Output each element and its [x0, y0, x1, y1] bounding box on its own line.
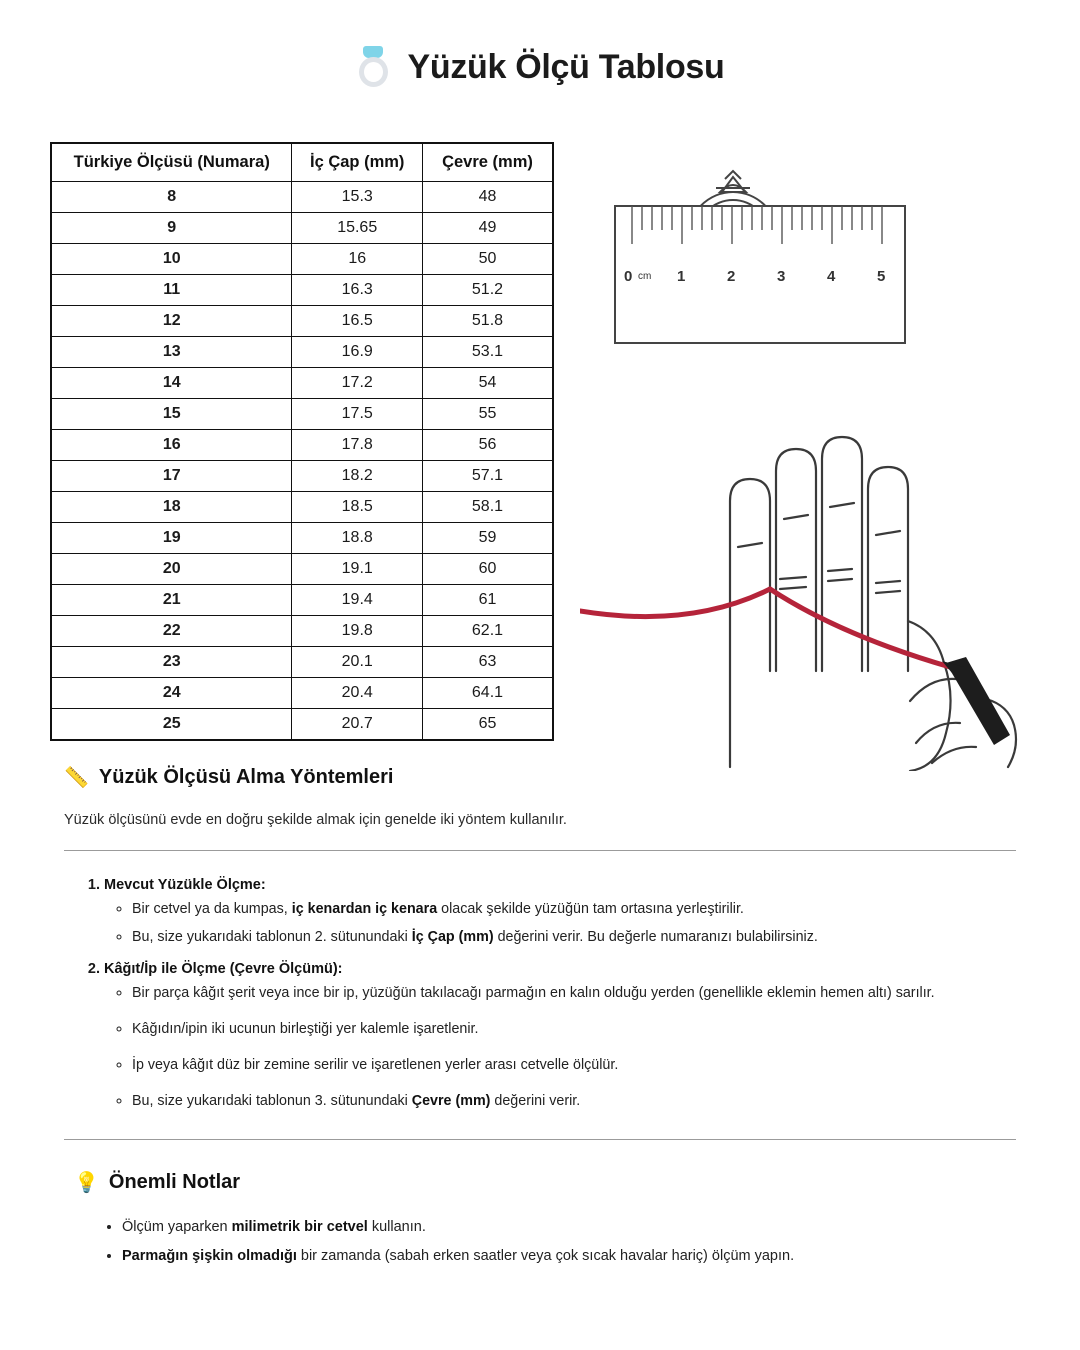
point-text-bold: İç Çap (mm) [411, 928, 494, 945]
table-row [51, 306, 553, 337]
ruler-tick-5: 5 [877, 268, 886, 285]
cell-circumference: 60 [422, 554, 553, 585]
cell-circumference: 51.2 [422, 275, 553, 306]
hand-with-string-illustration [580, 371, 1030, 771]
cell-circumference: 55 [422, 399, 553, 430]
methods-section [0, 765, 1080, 1140]
cell-size: 24 [51, 678, 292, 709]
cell-diameter: 15.65 [292, 213, 423, 244]
method-item [104, 961, 1016, 1111]
cell-circumference: 54 [422, 368, 553, 399]
illustrations-column [580, 142, 1030, 771]
note-text-bold: Parmağın şişkin olmadığı [122, 1248, 297, 1265]
methods-list [64, 877, 1016, 1111]
table-row [51, 399, 553, 430]
table-row [51, 616, 553, 647]
cell-circumference: 50 [422, 244, 553, 275]
page-title: Yüzük Ölçü Tablosu [407, 47, 725, 86]
cell-circumference: 61 [422, 585, 553, 616]
point-text-post: değerini verir. Bu değerle numaranızı bulabilirsiniz. [493, 928, 818, 945]
cell-circumference: 63 [422, 647, 553, 678]
ruler-tick-4: 4 [827, 268, 836, 285]
table-row [51, 275, 553, 306]
cell-diameter: 17.5 [292, 399, 423, 430]
point-text-post: değerini verir. [490, 1092, 581, 1109]
cell-size: 10 [51, 244, 292, 275]
method-point [132, 1055, 1016, 1076]
note-text-post: bir zamanda (sabah erken saatler veya çok sıcak havalar hariç) ölçüm yapın. [296, 1248, 795, 1265]
ruler-zero-label: 0 [624, 268, 633, 285]
cell-size: 20 [51, 554, 292, 585]
method-point [132, 899, 1016, 920]
cell-size: 21 [51, 585, 292, 616]
method-points [104, 899, 1016, 947]
table-row [51, 523, 553, 554]
page-header [0, 0, 1080, 90]
cell-diameter: 19.4 [292, 585, 423, 616]
point-text-pre: Bu, size yukarıdaki tablonun 2. sütunundaki [132, 928, 412, 945]
cell-size: 22 [51, 616, 292, 647]
point-text-pre: Bu, size yukarıdaki tablonun 3. sütunundaki [132, 1092, 412, 1109]
cell-diameter: 20.7 [292, 709, 423, 741]
method-title: Kâğıt/İp ile Ölçme (Çevre Ölçümü): [104, 961, 343, 978]
point-text-pre: Bir parça kâğıt şerit veya ince bir ip, yüzüğün takılacağı parmağın en kalın olduğu yerden (genellikle eklemin hemen altı) sarılır. [132, 985, 935, 1002]
table-row [51, 461, 553, 492]
cell-circumference: 53.1 [422, 337, 553, 368]
ruler-tick-2: 2 [727, 268, 736, 285]
table-row [51, 647, 553, 678]
methods-heading-text: Yüzük Ölçüsü Alma Yöntemleri [98, 766, 394, 788]
table-row [51, 182, 553, 213]
cell-size: 15 [51, 399, 292, 430]
cell-circumference: 64.1 [422, 678, 553, 709]
cell-circumference: 49 [422, 213, 553, 244]
cell-diameter: 19.1 [292, 554, 423, 585]
cell-circumference: 56 [422, 430, 553, 461]
point-text-bold: iç kenardan iç kenara [291, 901, 438, 917]
cell-size: 14 [51, 368, 292, 399]
ring-icon [355, 44, 393, 90]
ruler-tick-3: 3 [777, 268, 786, 285]
cell-diameter: 19.8 [292, 616, 423, 647]
method-point [132, 1091, 1016, 1112]
cell-circumference: 58.1 [422, 492, 553, 523]
cell-circumference: 51.8 [422, 306, 553, 337]
cell-diameter: 17.8 [292, 430, 423, 461]
cell-circumference: 62.1 [422, 616, 553, 647]
cell-diameter: 17.2 [292, 368, 423, 399]
method-point [132, 983, 1016, 1004]
ruler-icon: 📏 [64, 767, 89, 789]
point-text-post: olacak şekilde yüzüğün tam ortasına yerleştirilir. [437, 901, 744, 917]
cell-circumference: 48 [422, 182, 553, 213]
table-row [51, 709, 553, 741]
notes-heading [64, 1170, 1016, 1195]
ring-size-table [50, 142, 554, 741]
method-point [132, 1019, 1016, 1040]
table-row [51, 585, 553, 616]
lightbulb-icon: 💡 [74, 1172, 99, 1195]
cell-size: 8 [51, 182, 292, 213]
table-row [51, 554, 553, 585]
divider-bottom [64, 1139, 1016, 1140]
table-body [51, 182, 553, 741]
column-header-size: Türkiye Ölçüsü (Numara) [51, 143, 292, 182]
cell-size: 9 [51, 213, 292, 244]
ruler-unit-label: cm [638, 271, 652, 282]
cell-size: 23 [51, 647, 292, 678]
notes-heading-text: Önemli Notlar [108, 1171, 241, 1194]
ruler-tick-1: 1 [677, 268, 686, 285]
cell-diameter: 16 [292, 244, 423, 275]
cell-size: 13 [51, 337, 292, 368]
point-text-pre: Kâğıdın/ipin iki ucunun birleştiği yer kalemle işaretlenir. [132, 1021, 479, 1038]
note-item [122, 1217, 1016, 1239]
cell-diameter: 16.3 [292, 275, 423, 306]
method-item [104, 877, 1016, 947]
cell-diameter: 15.3 [292, 182, 423, 213]
top-area [0, 90, 1080, 771]
cell-size: 18 [51, 492, 292, 523]
notes-list [64, 1217, 1016, 1268]
table-row [51, 368, 553, 399]
ring-size-table-container [50, 142, 554, 771]
cell-diameter: 16.9 [292, 337, 423, 368]
column-header-circumference: Çevre (mm) [422, 143, 553, 182]
table-row [51, 213, 553, 244]
cell-size: 16 [51, 430, 292, 461]
table-row [51, 430, 553, 461]
cell-size: 12 [51, 306, 292, 337]
table-row [51, 337, 553, 368]
point-text-bold: Çevre (mm) [411, 1092, 491, 1109]
column-header-diameter: İç Çap (mm) [292, 143, 423, 182]
methods-intro: Yüzük ölçüsünü evde en doğru şekilde almak için genelde iki yöntem kullanılır. [64, 812, 567, 828]
cell-diameter: 20.1 [292, 647, 423, 678]
method-points [104, 983, 1016, 1111]
method-point [132, 927, 1016, 948]
cell-size: 19 [51, 523, 292, 554]
note-text-post: kullanın. [367, 1219, 426, 1236]
cell-circumference: 59 [422, 523, 553, 554]
cell-diameter: 18.5 [292, 492, 423, 523]
ring-on-ruler-illustration [610, 148, 990, 353]
table-row [51, 244, 553, 275]
note-item [122, 1246, 1016, 1268]
table-row [51, 492, 553, 523]
table-header-row [51, 143, 553, 182]
point-text-pre: Bir cetvel ya da kumpas, [132, 901, 292, 917]
cell-size: 11 [51, 275, 292, 306]
cell-size: 25 [51, 709, 292, 741]
cell-diameter: 18.2 [292, 461, 423, 492]
cell-size: 17 [51, 461, 292, 492]
method-title: Mevcut Yüzükle Ölçme: [104, 877, 266, 893]
point-text-pre: İp veya kâğıt düz bir zemine serilir ve işaretlenen yerler arası cetvelle ölçülür. [132, 1056, 619, 1073]
divider-top [64, 850, 1016, 851]
notes-section [0, 1170, 1080, 1268]
cell-circumference: 57.1 [422, 461, 553, 492]
note-text-pre: Ölçüm yaparken [122, 1219, 232, 1236]
cell-circumference: 65 [422, 709, 553, 741]
cell-diameter: 18.8 [292, 523, 423, 554]
note-text-bold: milimetrik bir cetvel [231, 1219, 368, 1236]
cell-diameter: 20.4 [292, 678, 423, 709]
cell-diameter: 16.5 [292, 306, 423, 337]
table-row [51, 678, 553, 709]
